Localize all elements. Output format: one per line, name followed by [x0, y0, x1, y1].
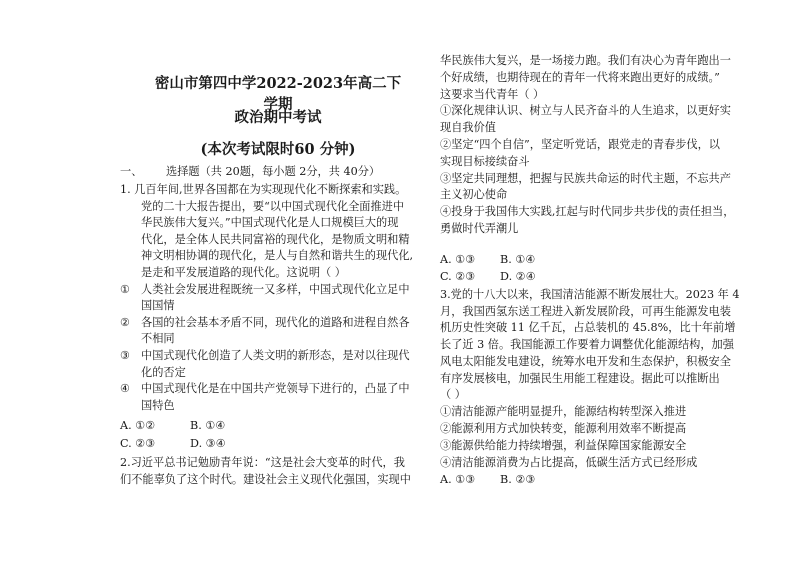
q2-option-line: 实现目标接续奋斗 [440, 154, 530, 168]
q2-option-line: 主义初心使命 [440, 188, 508, 202]
q1-option-line: 中国式现代化创造了人类文明的新形态，是对以往现代 [141, 349, 410, 362]
q3-option-line: ②能源利用方式加快转变，能源利用效率不断提高 [440, 421, 687, 435]
q1-option-line: 化的否定 [141, 365, 186, 379]
q2-option-line: ④投身于我国伟大实践,扛起与时代同步共步伐的责任担当， [440, 205, 735, 219]
q1-option-line: 不相同 [141, 332, 175, 346]
time-limit-note: (本次考试限时60 分钟) [200, 141, 356, 158]
section-number: 一、 [120, 165, 143, 178]
q3-stem-line: 风电太阳能发电建设，统筹水电开发和生态保护，积极安全 [440, 354, 731, 368]
q1-stem-line: 党的二十大报告提出，要“以中国式现代化全面推进中 [141, 199, 405, 213]
q2-stem-line: 个好成绩，也期待现在的青年一代将来跑出更好的成绩。” [440, 70, 720, 84]
q1-option-line: 中国式现代化是在中国共产党领导下进行的，凸显了中 [141, 382, 410, 396]
q1-option-line: 国特色 [141, 398, 175, 412]
q1-option-line: 各国的社会基本矛盾不同，现代化的道路和进程自然各 [141, 315, 410, 329]
q3-option-line: ①清洁能源产能明显提升，能源结构转型深入推进 [440, 405, 687, 418]
q3-option-line: ③能源供给能力持续增强，利益保障国家能源安全 [440, 438, 687, 452]
q3-stem-line: 3.党的十八大以来，我国清洁能源不断发展壮大。2023 年 4 [440, 288, 740, 301]
q2-stem-line: 们不能辜负了这个时代。建设社会主义现代化强国，实现中 [120, 473, 411, 486]
q1-stem-line: 代化，是全体人民共同富裕的现代化，是物质文明和精 [141, 232, 410, 246]
page-title: 密山市第四中学2022-2023年高二下学期 [154, 75, 402, 113]
q1-stem-line: 是走和平发展道路的现代化。这说明（ ） [141, 266, 346, 279]
q2-answer-b: B. ①④ [500, 253, 536, 266]
q1-answer-c: C. ②③ [120, 437, 156, 450]
q1-option-line: 人类社会发展进程既统一又多样，中国式现代化立足中 [141, 282, 410, 296]
q3-stem-line: 机历史性突破 11 亿千瓦，占总装机的 45.8%，比十年前增 [440, 321, 736, 335]
q2-answer-d: D. ②④ [500, 270, 536, 283]
q3-stem-line: （ ） [440, 388, 466, 402]
q2-stem-line: 2.习近平总书记勉励青年说：“这是社会大变革的时代，我 [120, 456, 405, 469]
q1-stem-line: 神文明相协调的现代化，是人与自然和谐共生的现代化, [141, 249, 414, 263]
q1-option-mark: ① [120, 282, 131, 296]
q2-stem-line: 华民族伟大复兴，是一场接力跑。我们有决心为青年跑出一 [440, 54, 731, 67]
q1-option-mark: ③ [120, 349, 131, 362]
q1-option-line: 国国情 [141, 299, 175, 313]
exam-subtitle: 政治期中考试 [234, 109, 322, 126]
q1-answer-a: A. ①② [120, 419, 156, 432]
section-heading: 选择题（共 20题，每小题 2分，共 40分） [166, 165, 381, 178]
q1-option-mark: ② [120, 315, 131, 329]
q3-answer-a: A. ①③ [440, 473, 476, 486]
q2-answer-c: C. ②③ [440, 270, 476, 283]
q1-stem-line: 1. 几百年间,世界各国都在为实现现代化不断探索和实践。 [120, 183, 407, 196]
q1-stem-line: 华民族伟大复兴。”中国式现代化是人口规模巨大的现 [141, 216, 399, 230]
q2-answer-a: A. ①③ [440, 253, 476, 266]
q2-stem-line: 这要求当代青年（ ） [440, 87, 545, 101]
q3-stem-line: 有序发展核电，加强民生用能工程建设。据此可以推断出 [440, 371, 720, 385]
q1-answer-b: B. ①④ [190, 419, 226, 432]
q2-option-line: ①深化规律认识、树立与人民齐奋斗的人生追求，以更好实 [440, 104, 731, 118]
q3-option-line: ④清洁能源消费为占比提高，低碳生活方式已经形成 [440, 455, 698, 469]
q3-stem-line: 长了近 3 倍。我国能源工作要着力调整优化能源结构，加强 [440, 338, 734, 352]
q2-option-line: ②坚定“四个自信”，坚定听党话，跟党走的青春步伐，以 [440, 138, 720, 151]
q1-option-mark: ④ [120, 382, 131, 396]
q2-option-line: 勇做时代弄潮儿 [440, 222, 519, 235]
q1-answer-d: D. ③④ [190, 437, 226, 450]
q2-option-line: 现自我价值 [440, 121, 496, 135]
q3-stem-line: 月，我国西氢东送工程进入新发展阶段，可再生能源发电装 [440, 304, 731, 318]
q2-option-line: ③坚定共同理想，把握与民族共命运的时代主题，不忘共产 [440, 171, 731, 185]
q3-answer-b: B. ②③ [500, 473, 536, 486]
